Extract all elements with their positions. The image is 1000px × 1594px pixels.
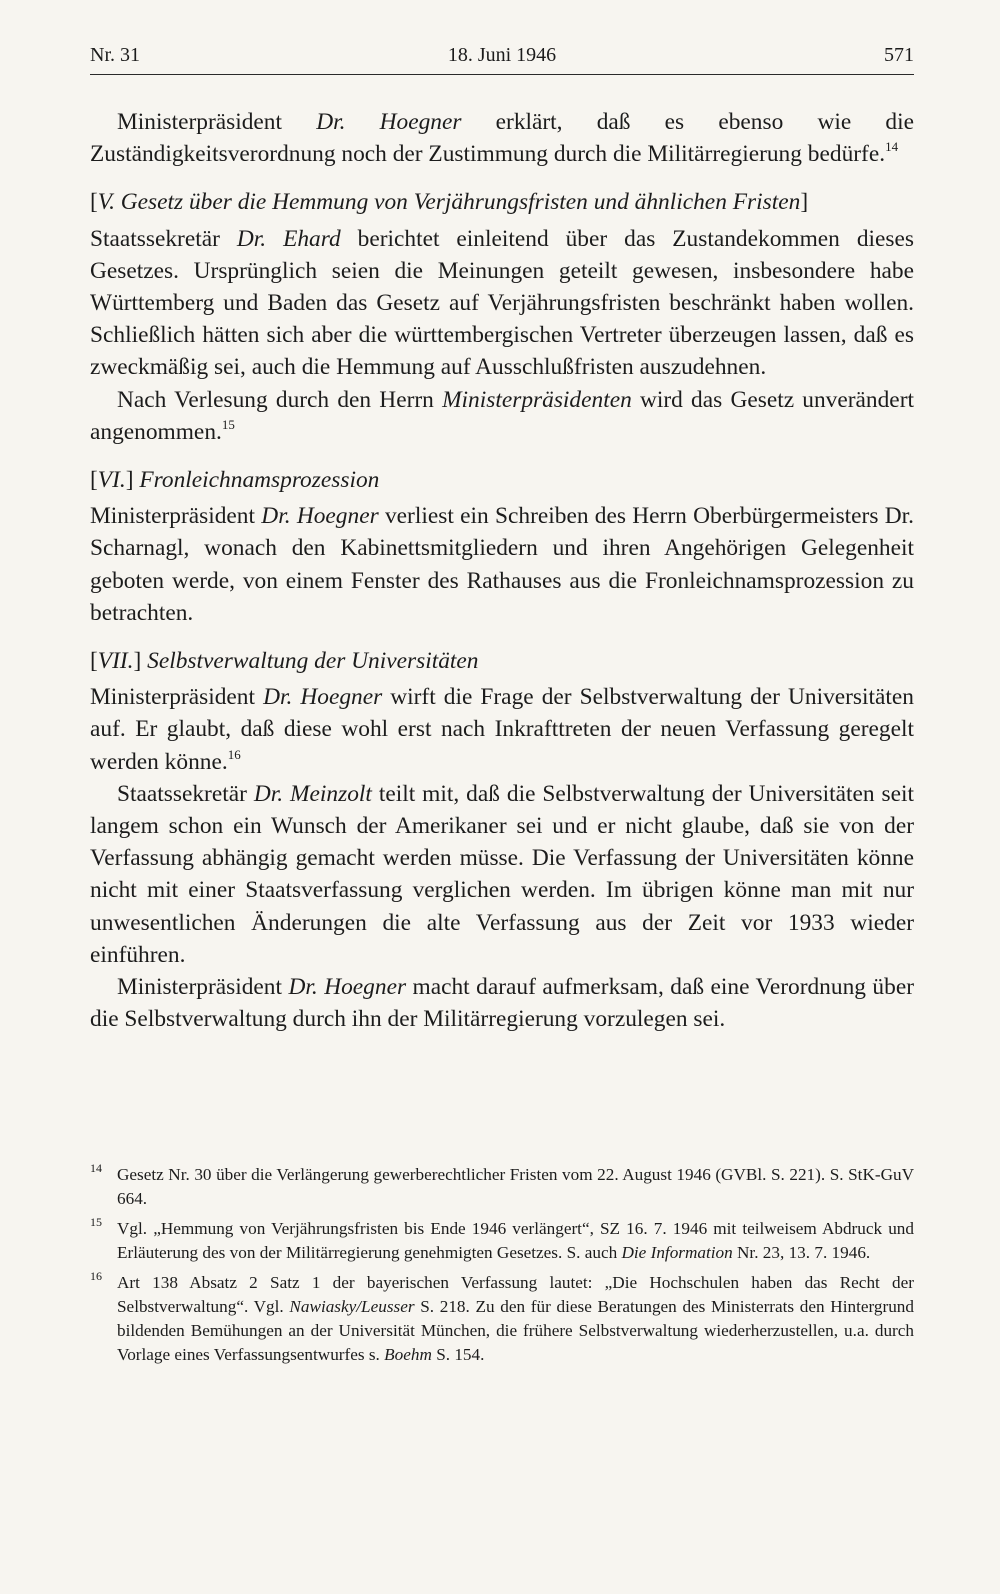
paragraph: Staatssekretär Dr. Ehard berichtet einleitend über das Zustandekommen dieses Gesetzes. Ursprünglich seien die Meinungen geteilt gewesen, insbesondere habe Württemberg und Baden das Gesetz auf Verjährungsfristen beschränkt haben wollen. Schließlich hätten sich aber die württembergischen Vertreter überzeugen lassen, daß es zweckmäßig sei, auch die Hemmung auf Ausschlußfristen auszudehnen. — [90, 225, 914, 381]
person-name: Dr. Hoegner — [288, 974, 407, 1001]
person-name: Dr. Ehard — [236, 225, 341, 252]
agenda-heading-vii: [VII.] Selbstverwaltung der Universitäten — [90, 648, 479, 675]
agenda-heading-title: Selbstverwaltung der Universitäten — [147, 648, 479, 675]
paragraph: Ministerpräsident Dr. Hoegner wirft die Frage der Selbstverwaltung der Universitäten auf. Er glaubt, daß diese wohl erst nach Inkrafttreten der neuen Verfassung geregelt werden könne.$^{16}$ — [90, 684, 914, 775]
footnote-14: 14 Gesetz Nr. 30 über die Verlängerung gewerberechtlicher Fristen vom 22. August 1946 (GVBl. S. 221). S. StK-GuV 664. — [90, 1163, 914, 1211]
footnote-number: 15 — [90, 1215, 102, 1229]
person-name: Dr. Hoegner — [263, 684, 383, 711]
page-number: 571 — [884, 44, 914, 66]
agenda-heading-vi: [VI.] Fronleichnamsprozession — [90, 467, 380, 494]
footnote-16: 16 Art 138 Absatz 2 Satz 1 der bayerischen Verfassung lautet: „Die Hochschulen haben das Recht der Selbstverwaltung“. Vgl. Nawiasky/Leusser S. 218. Zu den für diese Beratungen des Ministerrats den Hintergrund bildenden Bemühungen an der Universität München, die frühere Selbstverwaltung wiederherzustellen, u.a. durch Vorlage eines Verfassungsentwurfes s. Boehm S. 154. — [90, 1271, 914, 1367]
paragraph: Ministerpräsident Dr. Hoegner erklärt, daß es ebenso wie die Zuständigkeitsverordnung noch der Zustimmung durch die Militärregierung bedürfe.$^{14}$ — [90, 109, 914, 168]
footnote-ref-14: 14 — [885, 139, 899, 155]
person-name: Ministerpräsidenten — [442, 386, 632, 413]
person-name: Dr. Meinzolt — [253, 780, 372, 807]
citation-title: Die Information — [621, 1243, 733, 1262]
footnote-number: 14 — [90, 1161, 102, 1175]
agenda-heading-v: [V. Gesetz über die Hemmung von Verjährungsfristen und ähnlichen Fristen] — [90, 189, 809, 216]
footnote-ref-16: 16 — [227, 746, 241, 762]
issue-date: 18. Juni 1946 — [447, 44, 557, 66]
main-text — [90, 106, 914, 1035]
person-name: Dr. Hoegner — [316, 109, 462, 135]
paragraph: Staatssekretär Dr. Meinzolt teilt mit, daß die Selbstverwaltung der Universitäten seit langem schon ein Wunsch der Amerikaner sei und er nicht glaube, daß sie von der Verfassung abhängig gemacht werden müsse. Die Verfassung der Universitäten könne nicht mit einer Staatsverfassung verglichen werden. Im übrigen könne man mit nur unwesentlichen Änderungen die alte Verfassung aus der Zeit vor 1933 wieder einführen. — [90, 780, 914, 968]
paragraph: Ministerpräsident Dr. Hoegner macht darauf aufmerksam, daß eine Verordnung über die Selbstverwaltung durch ihn der Militärregierung vorzulegen sei. — [90, 974, 914, 1033]
citation-author: Nawiasky/Leusser — [289, 1297, 415, 1316]
citation-author: Boehm — [384, 1345, 432, 1364]
running-head — [90, 44, 914, 75]
person-name: Dr. Hoegner — [261, 503, 379, 530]
footnotes — [90, 1163, 914, 1373]
paragraph: Ministerpräsident Dr. Hoegner verliest ein Schreiben des Herrn Oberbürgermeisters Dr. Scharnagl, wonach den Kabinettsmitgliedern und ihren Angehörigen Gelegenheit geboten werde, von einem Fenster des Rathauses aus die Fronleichnamsprozession zu betrachten. — [90, 503, 914, 626]
agenda-heading-title: Fronleichnamsprozession — [139, 467, 380, 494]
agenda-heading-title: V. Gesetz über die Hemmung von Verjährungsfristen und ähnlichen Fristen — [97, 189, 801, 216]
footnote-ref-15: 15 — [221, 416, 235, 432]
footnote-15: 15 Vgl. „Hemmung von Verjährungsfristen bis Ende 1946 verlängert“, SZ 16. 7. 1946 mit teilweisem Abdruck und Erläuterung des von der Militärregierung genehmigten Gesetzes. S. auch Die Information Nr. 23, 13. 7. 1946. — [90, 1217, 914, 1265]
paragraph: Nach Verlesung durch den Herrn Ministerpräsidenten wird das Gesetz unverändert angenommen.$^{15}$ — [90, 386, 914, 445]
issue-number: Nr. 31 — [90, 44, 140, 66]
footnote-number: 16 — [90, 1269, 102, 1283]
